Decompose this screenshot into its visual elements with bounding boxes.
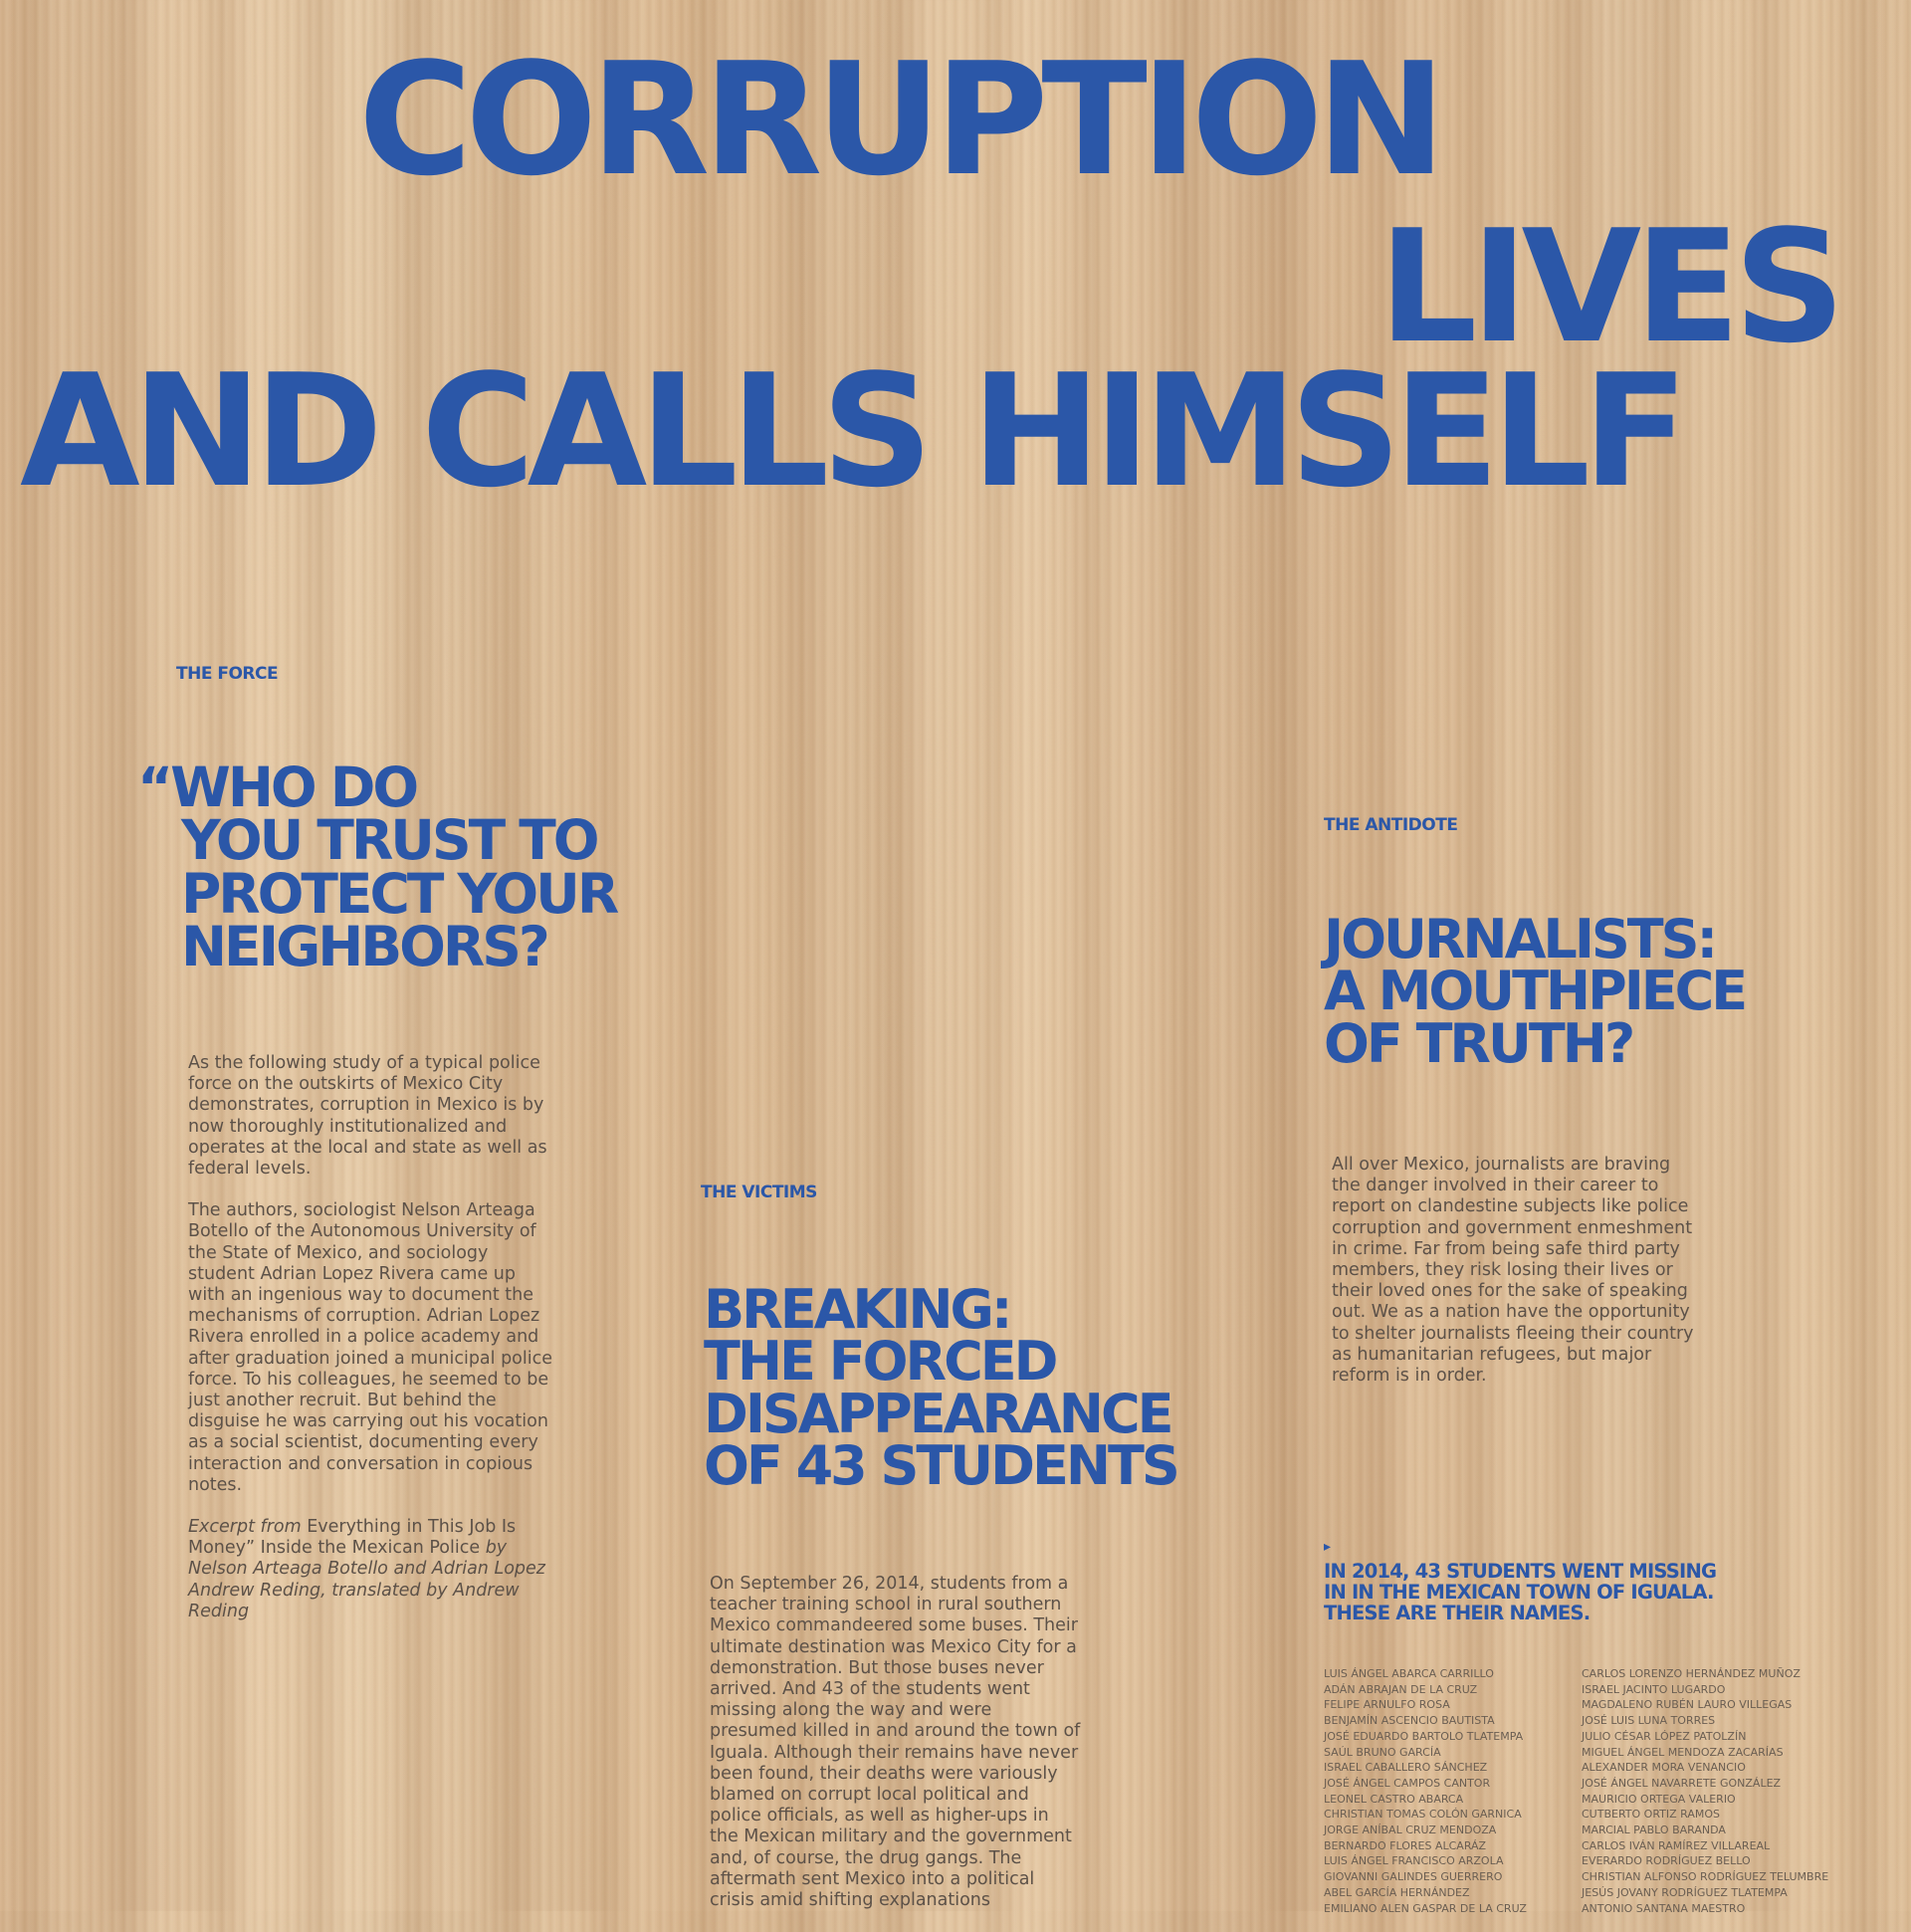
arrow-icon: ▸ bbox=[1324, 1539, 1331, 1555]
name-list-item: BERNARDO FLORES ALCARÁZ bbox=[1324, 1838, 1487, 1852]
victims-title bbox=[704, 1278, 1177, 1498]
name-list-item: CHRISTIAN TOMAS COLÓN GARNICA bbox=[1324, 1808, 1522, 1822]
antidote-kicker: THE ANTIDOTE bbox=[1324, 815, 1458, 835]
antidote-title-line-2: A MOUTHPIECE bbox=[1324, 960, 1746, 1023]
names-heading-line-2: IN IN THE MEXICAN TOWN OF IGUALA. bbox=[1324, 1581, 1714, 1604]
antidote-title bbox=[1324, 908, 1746, 1075]
name-list-item: ABEL GARCÍA HERNÁNDEZ bbox=[1324, 1885, 1470, 1899]
force-credit-book-title: Everything in This Job Is Money” Inside the Mexican Police bbox=[188, 1517, 517, 1559]
headline-line-2: LIVES bbox=[1379, 196, 1839, 377]
name-list-item: MIGUEL ÁNGEL MENDOZA ZACARÍAS bbox=[1582, 1745, 1784, 1759]
name-list-item: ADÁN ABRAJAN DE LA CRUZ bbox=[1324, 1682, 1478, 1696]
names-list-column-2 bbox=[1582, 1666, 1828, 1916]
name-list-item: JORGE ANÍBAL CRUZ MENDOZA bbox=[1324, 1824, 1497, 1837]
force-credit bbox=[188, 1517, 556, 1622]
force-kicker: THE FORCE bbox=[176, 664, 279, 684]
name-list-item: ALEXANDER MORA VENANCIO bbox=[1582, 1761, 1746, 1775]
names-heading bbox=[1324, 1561, 1716, 1623]
force-credit-authors: by Nelson Arteaga Botello and Adrian Lopez Andrew Reding, translated by Andrew Reding bbox=[188, 1538, 545, 1621]
victims-title-line-2: THE FORCED bbox=[704, 1330, 1056, 1394]
name-list-item: JOSÉ LUIS LUNA TORRES bbox=[1582, 1714, 1716, 1728]
name-list-item: JOSÉ ÁNGEL NAVARRETE GONZÁLEZ bbox=[1582, 1776, 1782, 1790]
force-title-line-1: “WHO DO bbox=[137, 755, 417, 819]
force-body bbox=[188, 1053, 556, 1643]
name-list-item: JULIO CÉSAR LÓPEZ PATOLZÍN bbox=[1582, 1729, 1747, 1743]
name-list-item: ISRAEL JACINTO LUGARDO bbox=[1582, 1682, 1726, 1696]
names-list-column-1 bbox=[1324, 1666, 1527, 1916]
name-list-item: MAURICIO ORTEGA VALERIO bbox=[1582, 1792, 1736, 1806]
antidote-paragraph: All over Mexico, journalists are braving the danger involved in their career to report on clandestine subjects like police corruption and government enmeshment in crime. Far from being safe third party members, they risk losing their lives or their loved ones for the sake of speaking out. We as a nation have the opportunity to shelter journalists fleeing their country as humanitarian refugees, but major reform is in order. bbox=[1332, 1155, 1694, 1387]
name-list-item: MARCIAL PABLO BARANDA bbox=[1582, 1824, 1726, 1837]
names-heading-line-1: IN 2014, 43 STUDENTS WENT MISSING bbox=[1324, 1560, 1717, 1583]
victims-body bbox=[710, 1574, 1083, 1932]
headline-line-1: CORRUPTION bbox=[358, 29, 1439, 210]
headline-line-3: AND CALLS HIMSELF bbox=[20, 340, 1681, 522]
name-list-item: CHRISTIAN ALFONSO RODRÍGUEZ TELUMBRE bbox=[1582, 1870, 1829, 1884]
antidote-title-line-1: JOURNALISTS: bbox=[1324, 908, 1716, 970]
name-list-item: JESÚS JOVANY RODRÍGUEZ TLATEMPA bbox=[1582, 1885, 1788, 1899]
victims-title-line-3: DISAPPEARANCE bbox=[704, 1382, 1171, 1445]
name-list-item: JOSÉ ÁNGEL CAMPOS CANTOR bbox=[1324, 1776, 1491, 1790]
name-list-item: LEONEL CASTRO ABARCA bbox=[1324, 1792, 1464, 1806]
force-title-line-3: PROTECT YOUR bbox=[181, 861, 617, 926]
name-list-item: CARLOS IVÁN RAMÍREZ VILLAREAL bbox=[1582, 1838, 1771, 1852]
force-title bbox=[137, 755, 617, 979]
name-list-item: EVERARDO RODRÍGUEZ BELLO bbox=[1582, 1854, 1751, 1868]
name-list-item: ANTONIO SANTANA MAESTRO bbox=[1582, 1901, 1746, 1915]
name-list-item: ISRAEL CABALLERO SÁNCHEZ bbox=[1324, 1761, 1488, 1775]
name-list-item: CARLOS LORENZO HERNÁNDEZ MUÑOZ bbox=[1582, 1667, 1801, 1680]
victims-kicker: THE VICTIMS bbox=[701, 1182, 817, 1202]
force-title-line-2: YOU TRUST TO bbox=[181, 808, 597, 873]
name-list-item: SAÚL BRUNO GARCÍA bbox=[1324, 1745, 1441, 1759]
names-heading-line-3: THESE ARE THEIR NAMES. bbox=[1324, 1602, 1591, 1624]
victims-title-line-4: OF 43 STUDENTS bbox=[704, 1434, 1177, 1498]
name-list-item: GIOVANNI GALINDES GUERRERO bbox=[1324, 1870, 1503, 1884]
name-list-item: LUIS ÁNGEL FRANCISCO ARZOLA bbox=[1324, 1854, 1504, 1868]
name-list-item: FELIPE ARNULFO ROSA bbox=[1324, 1698, 1450, 1712]
name-list-item: EMILIANO ALEN GASPAR DE LA CRUZ bbox=[1324, 1901, 1527, 1915]
victims-paragraph: On September 26, 2014, students from a teacher training school in rural southern Mexico commandeered some buses. Their ultimate destination was Mexico City for a demonstration. But those buses never arrived. And 43 of the students went missing along the way and were presumed killed in and around the town of Iguala. Although their remains have never been found, their deaths were variously blamed on corrupt local political and police officials, as well as higher-ups in the Mexican military and the government and, of course, the drug gangs. The aftermath sent Mexico into a political crisis amid shifting explanations bbox=[710, 1574, 1081, 1911]
antidote-title-line-3: OF TRUTH? bbox=[1324, 1011, 1633, 1075]
name-list-item: LUIS ÁNGEL ABARCA CARRILLO bbox=[1324, 1667, 1494, 1680]
name-list-item: BENJAMÍN ASCENCIO BAUTISTA bbox=[1324, 1714, 1495, 1728]
name-list-item: MAGDALENO RUBÉN LAURO VILLEGAS bbox=[1582, 1698, 1793, 1712]
name-list-item: CUTBERTO ORTIZ RAMOS bbox=[1582, 1808, 1721, 1822]
antidote-body bbox=[1332, 1155, 1702, 1407]
force-paragraph-2: The authors, sociologist Nelson Arteaga Botello of the Autonomous University of the State of Mexico, and sociology student Adrian Lopez Rivera came up with an ingenious way to document the mechanisms of corruption. Adrian Lopez Rivera enrolled in a police academy and after graduation joined a municipal police force. To his colleagues, he seemed to be just another recruit. But behind the disguise he was carrying out his vocation as a social scientist, documenting every interaction and conversation in copious notes. bbox=[188, 1200, 553, 1495]
force-title-line-4: NEIGHBORS? bbox=[181, 915, 547, 979]
force-credit-prefix: Excerpt from bbox=[188, 1517, 308, 1538]
force-paragraph-1: As the following study of a typical police force on the outskirts of Mexico City demonstrates, corruption in Mexico is by now thoroughly institutionalized and operates at the local and state as well as federal levels. bbox=[188, 1053, 547, 1180]
victims-title-line-1: BREAKING: bbox=[704, 1278, 1010, 1341]
name-list-item: JOSÉ EDUARDO BARTOLO TLATEMPA bbox=[1324, 1729, 1524, 1743]
